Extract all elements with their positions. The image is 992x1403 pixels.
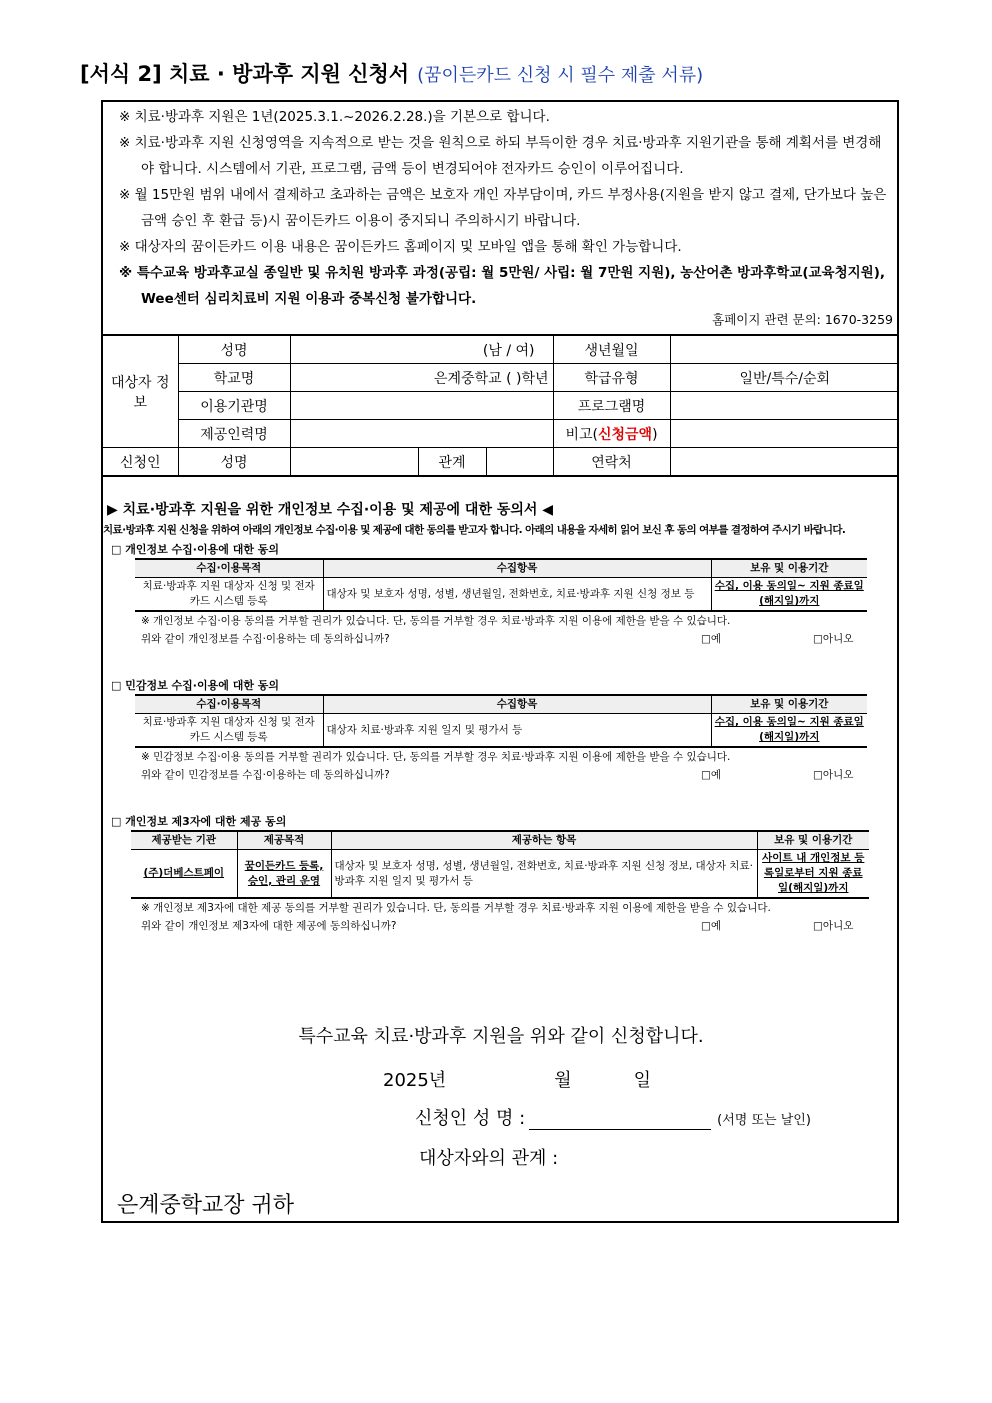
form-title [80, 58, 703, 88]
purpose-cell: 치료·방과후 지원 대상자 신청 및 전자카드 시스템 등록 [135, 714, 323, 748]
consent-title: ▶ 치료·방과후 지원을 위한 개인정보 수집·이용 및 제공에 대한 동의서 ◀ [107, 502, 554, 518]
addressee: 은계중학교장 귀하 [117, 1193, 295, 1218]
header-period: 보유 및 이용기간 [711, 559, 867, 578]
sensitive-info-table [135, 694, 867, 748]
applicant-info-table [103, 334, 899, 477]
program-field[interactable] [670, 392, 899, 420]
personal-info-table [135, 558, 867, 612]
name-label: 성명 [178, 335, 290, 364]
period-cell: 수집, 이용 동의일~ 지원 종료일(해지일)까지 [711, 578, 867, 612]
third-party-heading: □ 개인정보 제3자에 대한 제공 동의 [111, 815, 287, 828]
notice-item: ※ 치료·방과후 지원 신청영역을 지속적으로 받는 것을 원칙으로 하되 부득이한 경우 치료·방과후 지원기관을 통해 계획서를 변경해야 합니다. 시스템에서 기관, 프로그램, 금액 등이 변경되어야 전자카드 승인이 이루어집니다. [119, 135, 882, 177]
date-year: 2025년 [383, 1070, 447, 1091]
provider-field[interactable] [290, 420, 553, 448]
relationship-line [419, 1144, 558, 1170]
header-items: 제공하는 항목 [331, 831, 757, 850]
form-title-main: [서식 2] 치료 · 방과후 지원 신청서 [80, 62, 410, 86]
items-cell: 대상자 치료·방과후 지원 일지 및 평가서 등 [323, 714, 711, 748]
header-period: 보유 및 이용기간 [711, 695, 867, 714]
date-day: 일 [633, 1070, 651, 1091]
purpose-cell: 치료·방과후 지원 대상자 신청 및 전자카드 시스템 등록 [135, 578, 323, 612]
period-cell: 수집, 이용 동의일~ 지원 종료일(해지일)까지 [711, 714, 867, 748]
sensitive-info-heading: □ 민감정보 수집·이용에 대한 동의 [111, 679, 280, 692]
personal-info-note: ※ 개인정보 수집·이용 동의를 거부할 권리가 있습니다. 단, 동의를 거부할 경우 치료·방과후 지원 이용에 제한을 받을 수 있습니다. [141, 615, 731, 627]
target-info-label: 대상자 정보 [103, 335, 178, 448]
sensitive-info-question [141, 766, 873, 784]
period-cell: 사이트 내 개인정보 등록일로부터 지원 종료일(해지일)까지 [757, 850, 869, 899]
question-text: 위와 같이 민감정보를 수집·이용하는 데 동의하십니까? [141, 769, 390, 781]
third-party-note: ※ 개인정보 제3자에 대한 제공 동의를 거부할 권리가 있습니다. 단, 동의를 거부할 경우 치료·방과후 지원 이용에 제한을 받을 수 있습니다. [141, 902, 771, 914]
consent-section [103, 500, 899, 935]
date-month: 월 [554, 1070, 572, 1091]
items-cell: 대상자 및 보호자 성명, 성별, 생년월일, 전화번호, 치료·방과후 지원 신청 정보, 대상자 치료·방과후 지원 일지 및 평가서 등 [331, 850, 757, 899]
phone-field[interactable] [670, 448, 899, 477]
note-label-amount: 신청금액 [597, 426, 653, 443]
form-title-sub: (꿈이든카드 신청 시 필수 제출 서류) [417, 65, 704, 86]
signature-block [103, 1022, 899, 1218]
provider-label: 제공인력명 [178, 420, 290, 448]
question-text: 위와 같이 개인정보를 수집·이용하는 데 동의하십니까? [141, 633, 390, 645]
class-type-label: 학급유형 [553, 364, 670, 392]
signature-label: 신청인 성 명 : [415, 1108, 526, 1129]
header-purpose: 수집·이용목적 [135, 695, 323, 714]
no-checkbox[interactable]: □아니오 [813, 920, 854, 932]
birth-field[interactable] [670, 335, 899, 364]
signature-line [415, 1104, 811, 1130]
facility-field[interactable] [290, 392, 553, 420]
note-label-prefix: 비고( [565, 426, 598, 443]
note-label [553, 420, 670, 448]
yes-checkbox[interactable]: □예 [701, 769, 722, 781]
notice-item: ※ 치료·방과후 지원은 1년(2025.3.1.~2026.2.28.)을 기본으로 합니다. [119, 109, 550, 125]
applicant-name-label: 성명 [178, 448, 290, 477]
consent-intro: 치료·방과후 지원 신청을 위하여 아래의 개인정보 수집·이용 및 제공에 대한 동의를 받고자 합니다. 아래의 내용을 자세히 읽어 보신 후 동의 여부를 결정하여 주시기 바랍니다. [103, 524, 846, 536]
relation-label: 관계 [418, 448, 486, 477]
application-statement: 특수교육 치료·방과후 지원을 위와 같이 신청합니다. [298, 1026, 704, 1047]
facility-label: 이용기관명 [178, 392, 290, 420]
notice-item: ※ 대상자의 꿈이든카드 이용 내용은 꿈이든카드 홈페이지 및 모바일 앱을 통해 확인 가능합니다. [119, 239, 682, 255]
purpose-cell: 꿈이든카드 등록, 승인, 관리 운영 [237, 850, 331, 899]
application-date [383, 1066, 651, 1092]
program-label: 프로그램명 [553, 392, 670, 420]
header-items: 수집항목 [323, 559, 711, 578]
header-purpose: 수집·이용목적 [135, 559, 323, 578]
signature-stamp-note: (서명 또는 날인) [717, 1113, 811, 1128]
signature-field[interactable] [529, 1109, 711, 1130]
notice-item: ※ 특수교육 방과후교실 종일반 및 유치원 방과후 과정(공립: 월 5만원/ 사립: 월 7만원 지원), 농산어촌 방과후학교(교육청지원), Wee센터 심리치료비 지원 이용과 중복신청 불가합니다. [119, 265, 886, 307]
class-type-field[interactable]: 일반/특수/순회 [670, 364, 899, 392]
third-party-question [141, 917, 873, 935]
yes-checkbox[interactable]: □예 [701, 920, 722, 932]
note-label-suffix: ) [652, 426, 658, 443]
header-items: 수집항목 [323, 695, 711, 714]
header-purpose: 제공목적 [237, 831, 331, 850]
applicant-name-field[interactable] [290, 448, 418, 477]
relationship-label: 대상자와의 관계 : [419, 1148, 559, 1169]
contact-info: 홈페이지 관련 문의: 1670-3259 [712, 312, 893, 327]
personal-info-heading: □ 개인정보 수집·이용에 대한 동의 [111, 543, 280, 556]
no-checkbox[interactable]: □아니오 [813, 769, 854, 781]
sensitive-info-note: ※ 민감정보 수집·이용 동의를 거부할 권리가 있습니다. 단, 동의를 거부할 경우 치료·방과후 지원 이용에 제한을 받을 수 있습니다. [141, 751, 731, 763]
org-cell: (주)더베스트페이 [131, 850, 237, 899]
birth-label: 생년월일 [553, 335, 670, 364]
notice-item: ※ 월 15만원 범위 내에서 결제하고 초과하는 금액은 보호자 개인 자부담이며, 카드 부정사용(지원을 받지 않고 결제, 단가보다 높은 금액 승인 후 환급 등)시 꿈이든카드 이용이 중지되니 주의하시기 바랍니다. [119, 187, 887, 229]
question-text: 위와 같이 개인정보 제3자에 대한 제공에 동의하십니까? [141, 920, 397, 932]
relation-field[interactable] [486, 448, 553, 477]
third-party-table [131, 830, 869, 899]
yes-checkbox[interactable]: □예 [701, 633, 722, 645]
personal-info-question [141, 630, 873, 648]
applicant-label: 신청인 [103, 448, 178, 477]
notice-block [111, 104, 893, 330]
phone-label: 연락처 [553, 448, 670, 477]
no-checkbox[interactable]: □아니오 [813, 633, 854, 645]
gender-field[interactable]: (남 / 여) [290, 335, 553, 364]
note-field[interactable] [670, 420, 899, 448]
items-cell: 대상자 및 보호자 성명, 성별, 생년월일, 전화번호, 치료·방과후 지원 신청 정보 등 [323, 578, 711, 612]
form-frame [101, 100, 899, 1223]
header-org: 제공받는 기관 [131, 831, 237, 850]
header-period: 보유 및 이용기간 [757, 831, 869, 850]
school-field[interactable]: 은계중학교 ( )학년 [290, 364, 553, 392]
school-label: 학교명 [178, 364, 290, 392]
